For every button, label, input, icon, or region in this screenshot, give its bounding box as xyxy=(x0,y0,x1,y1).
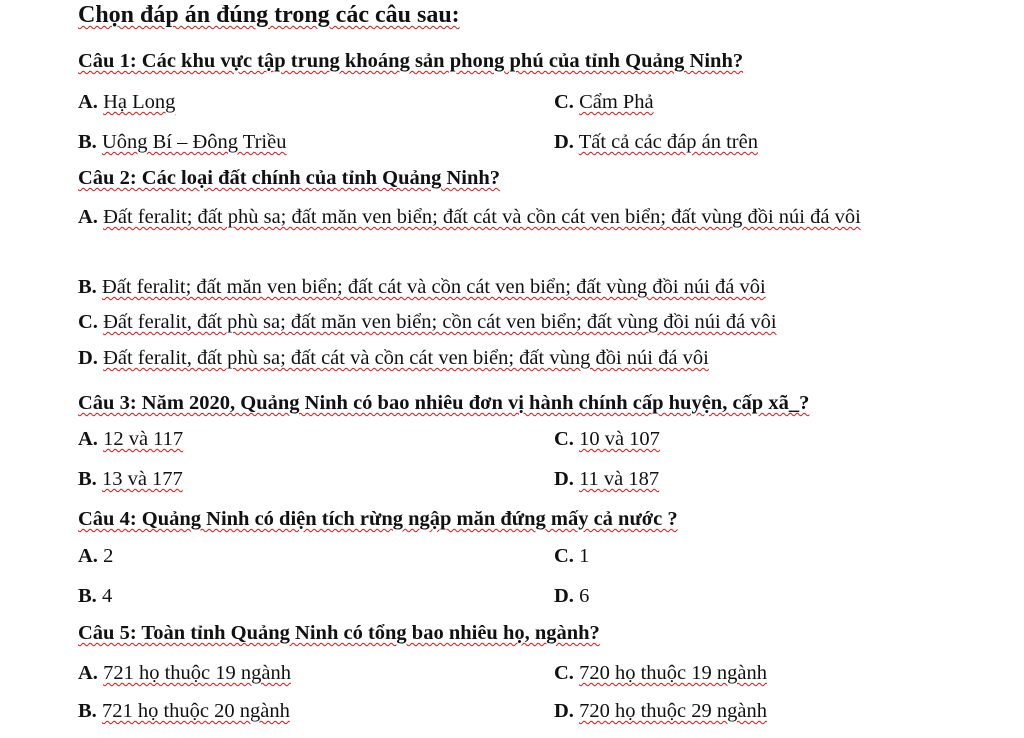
option-text: Đất feralit; đất phù sa; đất măn ven biển; đất cát và cồn cát ven biển; đất vùng đồi núi đá vôi xyxy=(103,206,861,228)
question-2: Câu 2: Các loại đất chính của tỉnh Quảng Ninh? xyxy=(78,167,501,189)
option-text: Cẩm Phả xyxy=(579,91,654,113)
question-1: Câu 1: Các khu vực tập trung khoáng sản phong phú của tỉnh Quảng Ninh? xyxy=(78,50,744,72)
option-letter: D. xyxy=(78,347,98,369)
option-text: 12 và 117 xyxy=(103,428,184,450)
option-text: 6 xyxy=(579,585,590,607)
option-letter: B. xyxy=(78,700,97,722)
q4-option-b xyxy=(78,585,112,608)
option-letter: D. xyxy=(554,131,574,153)
option-text: 4 xyxy=(101,585,113,607)
option-letter: C. xyxy=(78,311,98,333)
q5-option-d xyxy=(554,700,767,723)
option-text: Tất cả các đáp án trên xyxy=(578,131,758,153)
option-letter: A. xyxy=(78,91,98,113)
q4-option-c xyxy=(554,545,589,568)
q2-option-a xyxy=(78,202,954,232)
q3-option-b xyxy=(78,468,183,491)
option-text: 721 họ thuộc 19 ngành xyxy=(103,662,291,684)
option-letter: B. xyxy=(78,131,97,153)
q1-option-c xyxy=(554,91,654,114)
option-text: Đất feralit, đất phù sa; đất cát và cồn cát ven biển; đất vùng đồi núi đá vôi xyxy=(103,347,709,369)
q5-option-b xyxy=(78,700,290,723)
option-letter: A. xyxy=(78,662,98,684)
option-text: 11 và 187 xyxy=(579,468,660,490)
q2-option-d xyxy=(78,347,709,370)
option-letter: B. xyxy=(78,468,97,490)
option-letter: C. xyxy=(554,545,574,567)
q2-option-b xyxy=(78,276,766,299)
option-letter: C. xyxy=(554,662,574,684)
option-letter: B. xyxy=(78,585,97,607)
option-letter: A. xyxy=(78,206,98,228)
q4-option-a xyxy=(78,545,113,568)
option-letter: A. xyxy=(78,545,98,567)
document-title: Chọn đáp án đúng trong các câu sau: xyxy=(78,2,460,28)
option-letter: B. xyxy=(78,276,97,298)
option-letter: C. xyxy=(554,91,574,113)
question-4: Câu 4: Quảng Ninh có diện tích rừng ngập măn đứng mấy cả nước ? xyxy=(78,508,678,530)
option-text: Hạ Long xyxy=(103,91,176,113)
option-text: 1 xyxy=(579,545,590,567)
option-letter: A. xyxy=(78,428,98,450)
q5-option-a xyxy=(78,662,291,685)
option-text: 13 và 177 xyxy=(101,468,183,490)
q3-option-d xyxy=(554,468,659,491)
option-text: Đất feralit; đất măn ven biển; đất cát và cồn cát ven biển; đất vùng đồi núi đá vôi xyxy=(101,276,766,298)
q1-option-b xyxy=(78,131,286,154)
option-text: 721 họ thuộc 20 ngành xyxy=(101,700,290,722)
q1-option-a xyxy=(78,91,175,114)
option-text: Đất feralit, đất phù sa; đất măn ven biển; cồn cát ven biển; đất vùng đồi núi đá vôi xyxy=(103,311,777,333)
q3-option-a xyxy=(78,428,183,451)
q1-option-d xyxy=(554,131,758,154)
option-letter: D. xyxy=(554,585,574,607)
option-text: 10 và 107 xyxy=(579,428,660,450)
option-letter: D. xyxy=(554,468,574,490)
question-3: Câu 3: Năm 2020, Quảng Ninh có bao nhiêu đơn vị hành chính cấp huyện, cấp xã_? xyxy=(78,392,810,414)
option-text: Uông Bí – Đông Triều xyxy=(101,131,287,153)
option-text: 720 họ thuộc 19 ngành xyxy=(579,662,767,684)
option-letter: C. xyxy=(554,428,574,450)
option-text: 720 họ thuộc 29 ngành xyxy=(579,700,767,722)
q5-option-c xyxy=(554,662,767,685)
q2-option-c xyxy=(78,311,777,334)
question-5: Câu 5: Toàn tỉnh Quảng Ninh có tổng bao nhiêu họ, ngành? xyxy=(78,622,600,644)
q3-option-c xyxy=(554,428,660,451)
option-letter: D. xyxy=(554,700,574,722)
option-text: 2 xyxy=(103,545,114,567)
q4-option-d xyxy=(554,585,589,608)
